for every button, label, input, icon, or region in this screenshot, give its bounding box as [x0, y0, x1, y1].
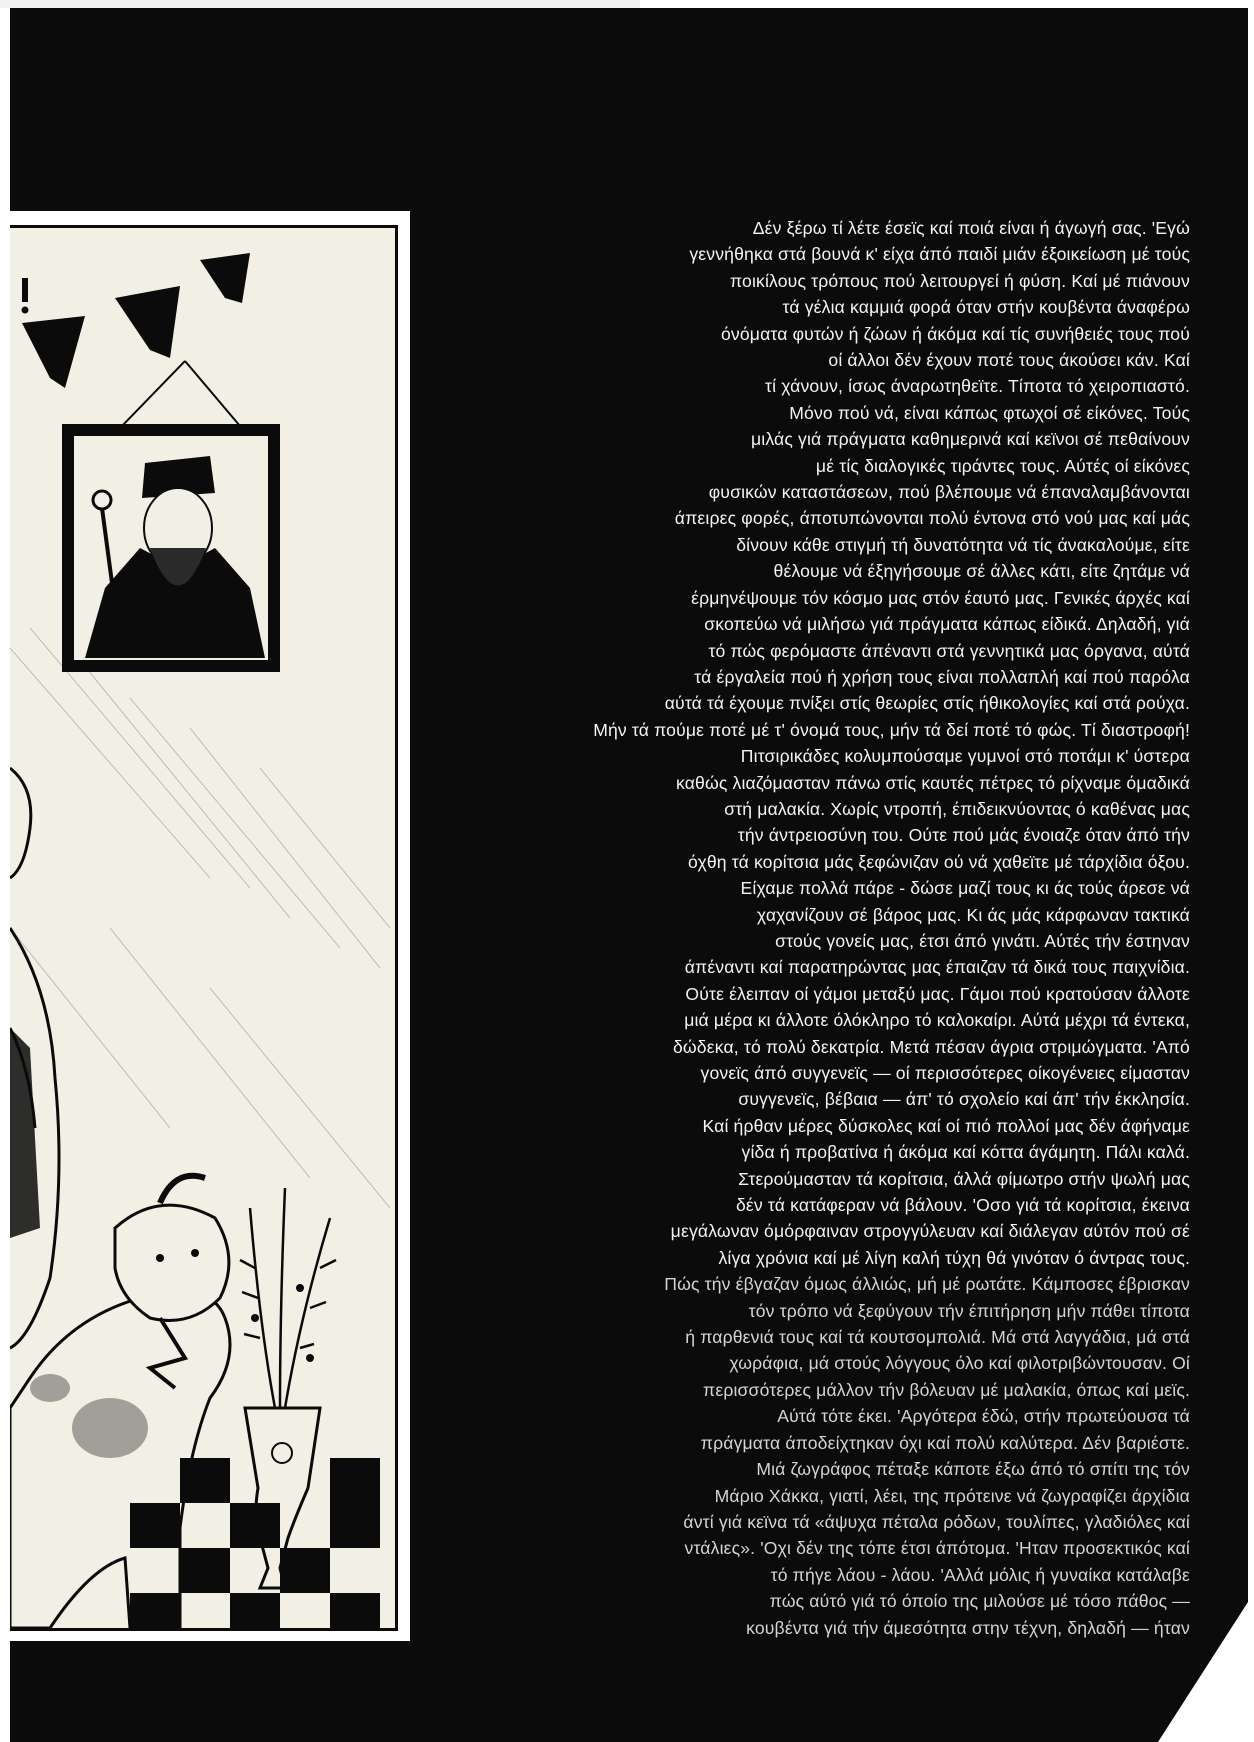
article-line: λίγα χρόνια καί μέ λίγη καλή τύχη θά γινόταν ό άντρας τους. — [718, 1247, 1190, 1268]
article-line: θέλουμε νά έξηγήσουμε σέ άλλες κάτι, είτε ζητάμε νά — [773, 561, 1190, 582]
article-line: Μιά ζωγράφος πέταξε κάποτε έξω άπό τό σπίτι της τόν — [756, 1459, 1190, 1480]
article-line: ντάλιες». 'Οχι δέν της τόπε έτσι άπότομα. 'Ηταν προσεκτικός καί — [684, 1538, 1190, 1559]
article-line: Στερούμασταν τά κορίτσια, άλλά φίμωτρο στήν ψωλή μας — [738, 1168, 1190, 1189]
article-line: καθώς λιαζόμασταν πάνω στίς καυτές πέτρες τό ρίχναμε όμαδικά — [675, 772, 1190, 793]
article-line: τί χάνουν, ίσως άναρωτηθεϊτε. Τίποτα τό χειροπιαστό. — [765, 376, 1190, 397]
article-line: όχθη τά κορίτσια μάς ξεφώνιζαν ού νά χαθεϊτε μέ τάρχίδια όξου. — [687, 851, 1190, 872]
article-line: Καί ήρθαν μέρες δύσκολες καί οί πιό πολλοί μας δέν άφήναμε — [702, 1115, 1190, 1136]
article-line: τό πώς φερόμαστε άπέναντι στά γεννητικά μας όργανα, αύτά — [708, 640, 1190, 661]
article-line: μιά μέρα κι άλλοτε όλόκληρο τό καλοκαίρι. Αύτά μέχρι τά έντεκα, — [684, 1010, 1190, 1031]
article-line: Μήν τά πούμε ποτέ μέ τ' όνομά τους, μήν τά δεί ποτέ τό φώς. Τί διαστροφή! — [593, 719, 1190, 740]
article-line: Είχαμε πολλά πάρε - δώσε μαζί τους κι άς τούς άρεσε νά — [740, 878, 1190, 899]
article-line: σκοπεύω νά μιλήσω γιά πράγματα κάπως είδικά. Δηλαδή, γιά — [704, 614, 1190, 635]
article-line: Πιτσιρικάδες κολυμπούσαμε γυμνοί στό ποτάμι κ' ύστερα — [740, 746, 1190, 767]
frame-wire — [120, 361, 240, 428]
article-line: άπέναντι καί παρατηρώντας μας έπαιζαν τά δικά τους παιχνίδια. — [684, 957, 1190, 978]
article-line: κουβέντα γιά τήν άμεσότητα στην τέχνη, δηλαδή — ήταν — [746, 1617, 1190, 1638]
article-line: αύτά τά έχουμε πνίξει στίς θεωρίες στίς ήθικολογίες καί στά ρούχα. — [664, 693, 1190, 714]
article-line: τήν άντρειοσύνη του. Ούτε πού μάς ένοιαζε όταν άπό τήν — [737, 825, 1190, 846]
ink-drawing — [10, 225, 398, 1631]
article-line: Αύτά τότε έκει. 'Αργότερα έδώ, στήν πρωτεύουσα τά — [777, 1406, 1190, 1427]
article-line: ή παρθενιά τους καί τά κουτσομπολιά. Μά στά λαγγάδια, μά στά — [685, 1327, 1190, 1348]
article-line: συγγενεϊς, βέβαια — άπ' τό σχολείο καί άπ' τήν έκκλησία. — [738, 1089, 1190, 1110]
article-line: στή μαλακία. Χωρίς ντροπή, έπιδεικνύοντας ό καθένας μας — [724, 798, 1190, 819]
article-line: περισσότερες μάλλον τήν βόλευαν μέ μαλακία, όπως καί μεϊς. — [703, 1379, 1190, 1400]
article-line: φυσικών καταστάσεων, πού βλέπουμε νά έπαναλαμβάνονται — [708, 482, 1190, 503]
article-line: τά γέλια καμμιά φορά όταν στήν κουβέντα άναφέρω — [782, 297, 1190, 318]
bunting-flags — [22, 253, 250, 388]
article-line: ποικίλους τρόπους πού λειτουργεί ή φύση. Καί μέ πιάνουν — [730, 270, 1190, 291]
article-line: άπειρες φορές, άποτυπώνονται πολύ έντονα στό νού μας καί μάς — [674, 508, 1190, 529]
article-line: μεγάλωναν όμόρφαιναν στρογγύλευαν καί διάλεγαν αύτόν πού σέ — [670, 1221, 1190, 1242]
article-line: Μόνο πού νά, είναι κάπως φτωχοί σέ είκόνες. Τούς — [789, 402, 1190, 423]
article-line: μιλάς γιά πράγματα καθημερινά καί κεϊνοι σέ πεθαίνουν — [750, 429, 1190, 450]
article-line: γεννήθηκα στά βουνά κ' είχα άπό παιδί μιάν έξοικείωση μέ τούς — [689, 244, 1190, 265]
article-line: τά έργαλεία πού ή χρήση τους είναι πολλαπλή καί πού παρόλα — [694, 666, 1190, 687]
article-line: μέ τίς διαλογικές τιράντες τους. Αύτές οί είκόνες — [815, 455, 1190, 476]
exclamation-mark — [22, 278, 29, 314]
article-line: οί άλλοι δέν έχουν ποτέ τους άκούσει κάν. Καί — [828, 350, 1190, 371]
article-line: γίδα ή προβατίνα ή άκόμα καί κόττα άγάμητη. Πάλι καλά. — [741, 1142, 1190, 1163]
framed-portrait-icon — [62, 424, 280, 672]
article-line: Πώς τήν έβγαζαν όμως άλλιώς, μή μέ ρωτάτε. Κάμποσες έβρισκαν — [664, 1274, 1190, 1295]
article-line: τόν τρόπο νά ξεφύγουν τήν έπιτήρηση μήν πάθει τίποτα — [748, 1300, 1190, 1321]
article-line: πράγματα άποδείχτηκαν όχι καί πολύ καλύτερα. Δέν βαριέστε. — [700, 1432, 1190, 1453]
page-corner-fold — [1158, 1602, 1248, 1742]
article-line: έρμηνέψουμε τόν κόσμο μας στόν έαυτό μας. Γενικές άρχές καί — [691, 587, 1190, 608]
article-line: πώς αύτό γιά τό όποίο της μιλούσε μέ τόσο πάθος — — [769, 1591, 1190, 1612]
article-line: δώδεκα, τό πολύ δεκατρία. Μετά πέσαν άγρια στριμώγματα. 'Από — [672, 1036, 1190, 1057]
scan-edge — [0, 0, 640, 8]
article-line: γονεϊς άπό συγγενεϊς — οί περισσότερες οίκογένειες είμασταν — [700, 1063, 1190, 1083]
ink-drawing-svg — [10, 228, 395, 1628]
illustration-panel — [10, 211, 410, 1641]
article-line: Μάριο Χάκκα, γιατί, λέει, της πρότεινε νά ζωγραφίζει άρχίδια — [714, 1485, 1190, 1506]
magazine-page — [10, 8, 1248, 1742]
article-body — [430, 215, 1190, 1641]
article-line: δέν τά κατάφεραν νά βάλουν. 'Οσο γιά τά κορίτσια, έκεινα — [735, 1195, 1190, 1216]
article-line: στούς γονείς μας, έτσι άπό γινάτι. Αύτές τήν έστηναν — [775, 930, 1190, 951]
article-line: Δέν ξέρω τί λέτε έσεϊς καί ποιά είναι ή άγωγή σας. 'Εγώ — [752, 218, 1190, 238]
article-line: όνόματα φυτών ή ζώων ή άκόμα καί τίς συνήθειές τους πού — [720, 323, 1190, 344]
article-line: δίνουν κάθε στιγμή τή δυνατότητα νά τίς άνακαλούμε, είτε — [736, 534, 1190, 555]
article-line: άντί γιά κεϊνα τά «άψυχα πέταλα ρόδων, τουλίπες, γλαδιόλες καί — [683, 1511, 1190, 1532]
article-line: Ούτε έλειπαν οί γάμοι μεταξύ μας. Γάμοι πού κρατούσαν άλλοτε — [685, 983, 1190, 1004]
article-line: χωράφια, μά στούς λόγγους όλο καί φιλοτριβώντουσαν. Οί — [729, 1353, 1190, 1374]
article-line: τό πήγε λάου - λάου. 'Αλλά μόλις ή γυναίκα κατάλαβε — [770, 1564, 1190, 1585]
article-line: χαχανίζουν σέ βάρος μας. Κι άς μάς κάρφωναν τακτικά — [756, 904, 1190, 925]
